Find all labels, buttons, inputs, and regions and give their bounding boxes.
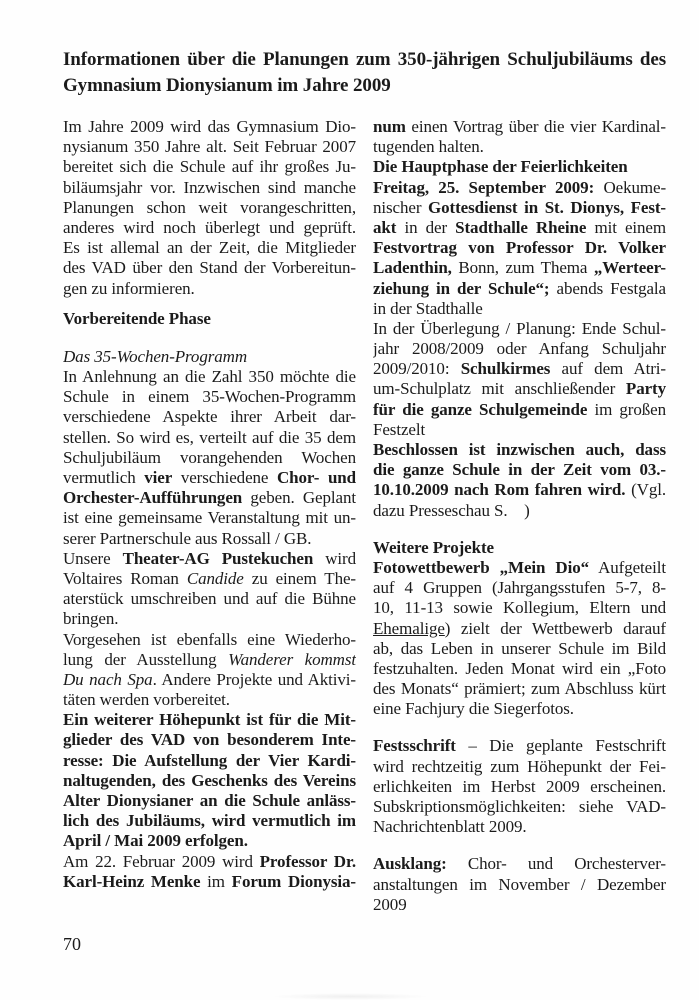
text-line: [373, 319, 666, 339]
text-line: [63, 309, 356, 329]
text-run: 2009: [373, 894, 407, 914]
text-run: Festzelt: [373, 419, 426, 439]
text-run: Chor- und: [277, 468, 356, 487]
text-line: [63, 178, 356, 198]
text-line: [63, 47, 666, 73]
text-run: Die Hauptphase der Feierlichkeiten: [373, 157, 628, 177]
text-run: Ladenthin,: [373, 258, 452, 278]
text-run: Freitag, 25. September 2009:: [373, 177, 595, 197]
text-line: [373, 379, 666, 399]
text-line: [63, 529, 356, 549]
text-run: abends Festgala: [549, 278, 666, 298]
text-run: Festsschrift: [373, 736, 456, 756]
text-line: [63, 811, 356, 831]
text-line: [373, 817, 666, 837]
text-line: [373, 420, 666, 440]
text-line: [373, 639, 666, 659]
text-line: [373, 198, 666, 218]
document-title: [63, 47, 666, 99]
text-line: [373, 757, 666, 777]
text-run: (Vgl.: [625, 480, 666, 500]
text-run: stellen. So wird es, verteilt auf die 35 dem: [63, 427, 356, 447]
text-line: [373, 218, 666, 238]
text-line: [63, 751, 356, 771]
text-line: [373, 797, 666, 817]
text-line: [63, 468, 356, 488]
text-run: 10.10.2009 nach Rom fahren wird.: [373, 480, 626, 500]
text-run: verschiedene Aspekte ihrer Arbeit dar-: [63, 407, 356, 427]
text-line: [63, 448, 356, 468]
text-line: [373, 157, 666, 177]
paragraph-gap: [373, 719, 666, 736]
text-run: ) zielt der Wettbewerb darauf: [444, 618, 666, 638]
text-run: In der Überlegung / Planung: Ende Schul-: [373, 318, 666, 338]
scan-artifact: [270, 993, 430, 1000]
text-line: [63, 238, 356, 258]
text-run: Orchester-Aufführungen: [63, 488, 243, 508]
text-line: [63, 218, 356, 238]
text-line: [63, 258, 356, 278]
text-line: [63, 428, 356, 448]
text-run: Ehemalige: [373, 618, 445, 638]
text-line: [63, 690, 356, 710]
text-line: [63, 730, 356, 750]
text-line: [63, 872, 356, 892]
text-run: tugenden halten.: [373, 137, 484, 157]
text-run: Vorgesehen ist ebenfalls eine Wiederho-: [63, 629, 356, 649]
text-line: [63, 137, 356, 157]
text-run: lich des Jubiläums, wird vermutlich im: [63, 811, 356, 831]
text-run: Gymnasium Dionysianum im Jahre 2009: [63, 75, 391, 96]
text-run: Gottesdienst in St. Dionys, Fest-: [428, 197, 666, 217]
text-line: [63, 367, 356, 387]
text-run: dazu Presseschau S. ): [373, 500, 530, 520]
left-column: [63, 117, 356, 915]
text-run: im: [200, 871, 232, 891]
text-run: gen zu informieren.: [63, 278, 195, 298]
text-line: [373, 777, 666, 797]
text-run: Vorbereitende Phase: [63, 308, 211, 328]
text-run: die ganze Schule in der Zeit vom 03.-: [373, 460, 666, 480]
text-run: ist eine gemeinsame Veranstaltung mit un-: [63, 508, 356, 528]
text-line: [63, 549, 356, 569]
text-run: serer Partnerschule aus Rossall / GB.: [63, 528, 312, 548]
text-line: [63, 569, 356, 589]
text-run: – Die geplante Festschrift: [455, 736, 666, 756]
text-line: [373, 400, 666, 420]
text-line: [63, 488, 356, 508]
text-line: [63, 508, 356, 528]
text-run: bereitet sich die Schule auf ihr großes Ju-: [63, 157, 356, 177]
text-run: anstaltungen im November / Dezember: [373, 874, 666, 894]
paragraph-gap: [373, 521, 666, 538]
text-run: des Monats“ prämiert; zum Abschluss kürt: [373, 679, 666, 699]
text-line: [63, 157, 356, 177]
text-run: erlichkeiten im Herbst 2009 erscheinen.: [373, 776, 666, 796]
text-line: [373, 679, 666, 699]
text-run: In Anlehnung an die Zahl 350 möchte die: [63, 367, 356, 387]
text-run: Beschlossen ist inzwischen auch, dass: [373, 440, 666, 459]
text-run: Theater-AG Pustekuchen: [122, 548, 314, 568]
text-run: im großen: [587, 399, 666, 419]
text-run: Schule in einem 35-Wochen-Programm: [63, 387, 356, 407]
paragraph-gap: [63, 299, 356, 309]
text-run: naltugenden, des Geschenks des Vereins: [63, 770, 356, 790]
text-run: wird: [313, 548, 356, 568]
text-run: lung der Ausstellung: [63, 649, 229, 669]
text-run: Planungen schon weit vorangeschritten,: [63, 197, 356, 217]
text-run: zu einem The-: [243, 568, 356, 588]
text-run: eine Fachjury die Siegerfotos.: [373, 699, 574, 719]
text-run: Festvortrag von Professor Dr. Volker: [373, 238, 666, 258]
text-line: [63, 670, 356, 690]
text-run: Karl-Heinz Menke: [63, 871, 201, 891]
text-run: Ausklang:: [373, 854, 447, 874]
text-run: Candide: [186, 568, 244, 588]
text-line: [63, 771, 356, 791]
text-line: [63, 630, 356, 650]
text-run: . Andere Projekte und Aktivi-: [152, 669, 356, 689]
text-run: um-Schulplatz mit anschließender: [373, 379, 626, 399]
text-run: Wanderer kommst: [228, 649, 356, 669]
text-run: Party: [625, 379, 666, 399]
text-line: [373, 238, 666, 258]
text-run: täten werden vorbereitet.: [63, 690, 230, 710]
text-line: [373, 895, 666, 915]
text-run: Voltaires Roman: [63, 568, 187, 588]
text-run: aterstück umschreiben und auf die Bühne: [63, 589, 356, 609]
text-run: Informationen über die Planungen zum 350-jährigen Schuljubiläums des: [63, 49, 666, 70]
text-run: glieder des VAD von besonderem Inte-: [63, 730, 356, 750]
text-run: für die ganze Schulgemeinde: [373, 399, 588, 419]
text-run: Fotowettbewerb „Mein Dio“: [373, 557, 589, 577]
text-run: Professor Dr.: [259, 851, 356, 871]
page-number: 70: [63, 934, 81, 954]
text-run: mit einem: [586, 217, 666, 237]
text-line: [63, 198, 356, 218]
text-line: [373, 117, 666, 137]
text-run: resse: Die Aufstellung der Vier Kardi-: [63, 750, 356, 770]
text-run: auf 4 Gruppen (Jahrgangsstufen 5-7, 8-: [373, 578, 666, 598]
text-run: April / Mai 2009 erfolgen.: [63, 831, 248, 851]
text-run: biläumsjahr vor. Inzwischen sind manche: [63, 177, 356, 197]
text-run: Weitere Projekte: [373, 537, 494, 557]
paragraph-gap: [63, 329, 356, 347]
text-line: [63, 73, 666, 99]
text-line: [373, 875, 666, 895]
text-line: [63, 710, 356, 730]
text-run: ziehung in der Schule“;: [373, 278, 550, 298]
text-run: wird rechtzeitig zum Höhepunkt der Fei-: [373, 756, 666, 776]
text-line: [63, 650, 356, 670]
text-run: nysianum 350 Jahre alt. Seit Februar 2007: [63, 137, 356, 157]
text-run: ab, das Leben in unserer Schule im Bild: [373, 638, 666, 658]
text-run: Am 22. Februar 2009 wird: [63, 851, 260, 871]
text-run: nischer: [373, 197, 429, 217]
text-run: geben. Geplant: [242, 488, 356, 508]
text-line: [373, 279, 666, 299]
text-run: num: [373, 117, 406, 136]
text-run: Subskriptionsmöglichkeiten: siehe VAD-: [373, 797, 666, 816]
text-run: 2009/2010:: [373, 359, 461, 379]
text-line: [63, 117, 356, 137]
text-line: [373, 440, 666, 460]
text-line: [63, 609, 356, 629]
text-run: in der Stadthalle: [373, 298, 483, 318]
text-line: [373, 659, 666, 679]
text-run: vermutlich: [63, 468, 145, 487]
text-run: vier: [144, 468, 173, 487]
text-line: [373, 339, 666, 359]
text-run: in der: [396, 217, 456, 237]
text-run: Ein weiterer Höhepunkt ist für die Mit-: [63, 710, 356, 730]
text-run: Forum Dionysia-: [231, 871, 356, 891]
text-line: [63, 852, 356, 872]
text-columns: [63, 117, 666, 915]
text-run: Stadthalle Rheine: [455, 217, 587, 237]
text-line: [373, 619, 666, 639]
text-line: [373, 460, 666, 480]
text-run: Schuljubiläum vorangehenden Wochen: [63, 447, 356, 467]
text-line: [373, 699, 666, 719]
text-run: Bonn, zum Thema: [451, 258, 594, 278]
text-run: Es ist allemal an der Zeit, die Mitglieder: [63, 238, 356, 258]
text-run: Oekume-: [594, 177, 666, 197]
text-run: „Werteer-: [593, 258, 666, 278]
paragraph-gap: [373, 837, 666, 854]
right-column: [373, 117, 666, 915]
text-run: einen Vortrag über die vier Kardinal-: [405, 117, 666, 136]
text-line: [63, 831, 356, 851]
text-line: [373, 359, 666, 379]
text-run: auf dem Atri-: [550, 359, 666, 379]
text-line: [373, 501, 666, 521]
text-run: Nachrichtenblatt 2009.: [373, 817, 527, 837]
text-run: 10, 11-13 sowie Kollegium, Eltern und: [373, 598, 666, 618]
text-line: [63, 791, 356, 811]
text-line: [373, 299, 666, 319]
text-line: [373, 558, 666, 578]
text-run: Du nach Spa: [63, 669, 153, 689]
text-run: akt: [373, 217, 397, 237]
text-run: Alter Dionysianer an die Schule anläss-: [63, 791, 356, 810]
text-line: [373, 480, 666, 500]
text-run: Das 35-Wochen-Programm: [63, 346, 247, 366]
text-run: verschiedene: [172, 468, 277, 487]
text-run: festzuhalten. Jeden Monat wird ein „Foto: [373, 658, 666, 678]
text-line: [373, 538, 666, 558]
text-run: Schulkirmes: [460, 359, 551, 379]
text-run: Im Jahre 2009 wird das Gymnasium Dio-: [63, 117, 356, 136]
text-line: [373, 137, 666, 157]
text-run: Unsere: [63, 548, 123, 568]
text-run: bringen.: [63, 609, 119, 629]
text-line: [373, 598, 666, 618]
text-line: [373, 854, 666, 874]
text-line: [373, 736, 666, 756]
text-line: [63, 589, 356, 609]
text-run: des VAD über den Stand der Vorbereitun-: [63, 258, 356, 278]
text-line: [373, 178, 666, 198]
text-run: Chor- und Orchesterver-: [446, 854, 666, 874]
text-run: anderes wird noch überlegt und geprüft.: [63, 217, 356, 237]
text-line: [373, 258, 666, 278]
text-run: jahr 2008/2009 oder Anfang Schuljahr: [373, 339, 666, 359]
text-line: [63, 387, 356, 407]
text-line: [63, 279, 356, 299]
text-run: Aufgeteilt: [589, 557, 666, 577]
text-line: [373, 578, 666, 598]
text-line: [63, 347, 356, 367]
text-line: [63, 407, 356, 427]
